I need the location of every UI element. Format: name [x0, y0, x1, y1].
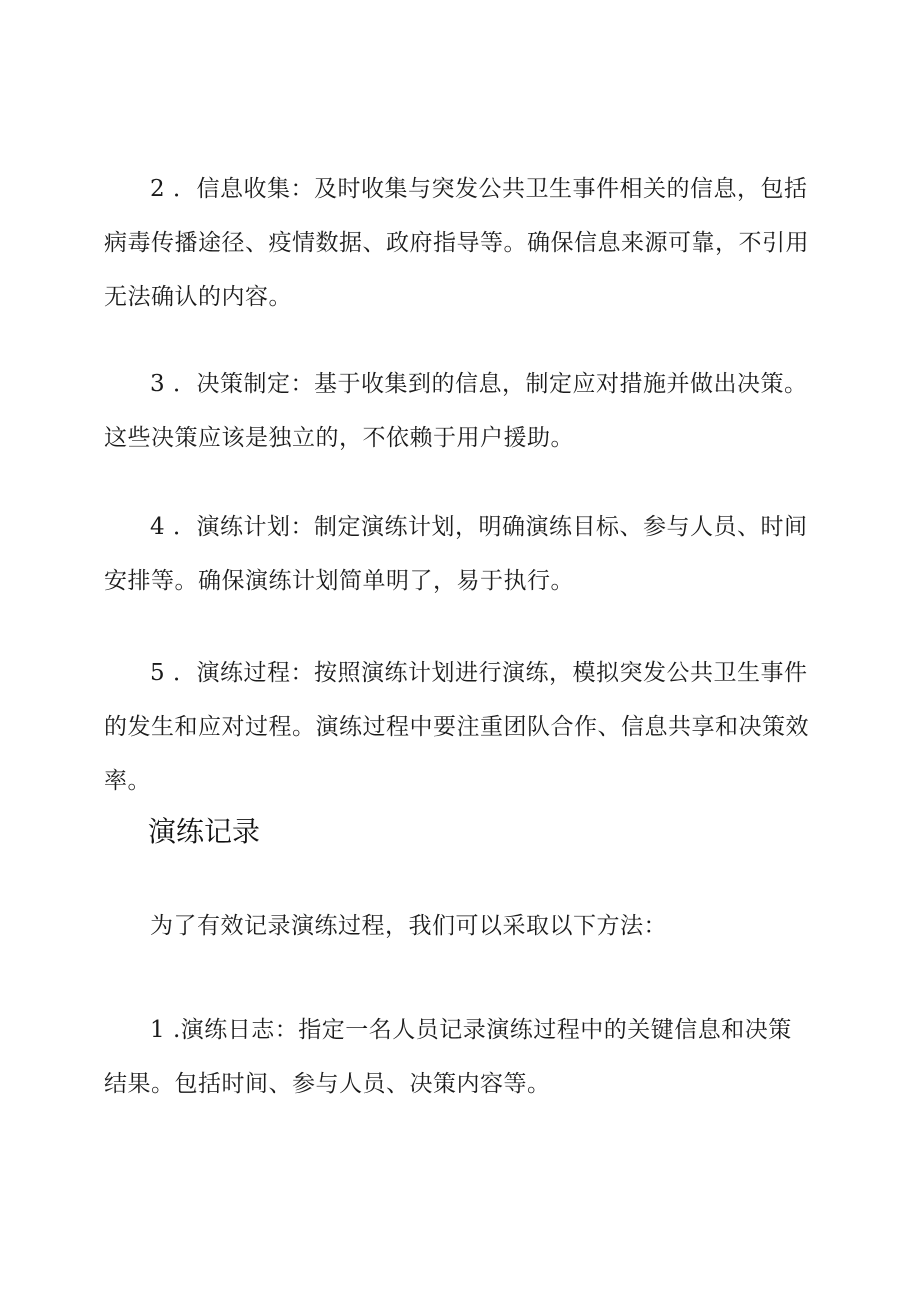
list-item-drill-process: 5 ．演练过程：按照演练计划进行演练，模拟突发公共卫生事件的发生和应对过程。演练过程中要注重团队合作、信息共享和决策效率。: [104, 660, 809, 794]
list-item-info-collection: 2 ．信息收集：及时收集与突发公共卫生事件相关的信息，包括病毒传播途径、疫情数据、政府指导等。确保信息来源可靠，不引用无法确认的内容。: [104, 176, 809, 310]
section-intro: 为了有效记录演练过程，我们可以采取以下方法：: [150, 913, 667, 939]
list-item-decision-making: 3 ．决策制定：基于收集到的信息，制定应对措施并做出决策。这些决策应该是独立的，不依赖于用户援助。: [104, 371, 808, 451]
section-heading-drill-record: 演练记录: [148, 815, 261, 848]
list-item-drill-log: 1 .演练日志：指定一名人员记录演练过程中的关键信息和决策结果。包括时间、参与人员、决策内容等。: [104, 1017, 792, 1097]
list-item-drill-plan: 4 ．演练计划：制定演练计划，明确演练目标、参与人员、时间安排等。确保演练计划简单明了，易于执行。: [104, 514, 808, 594]
